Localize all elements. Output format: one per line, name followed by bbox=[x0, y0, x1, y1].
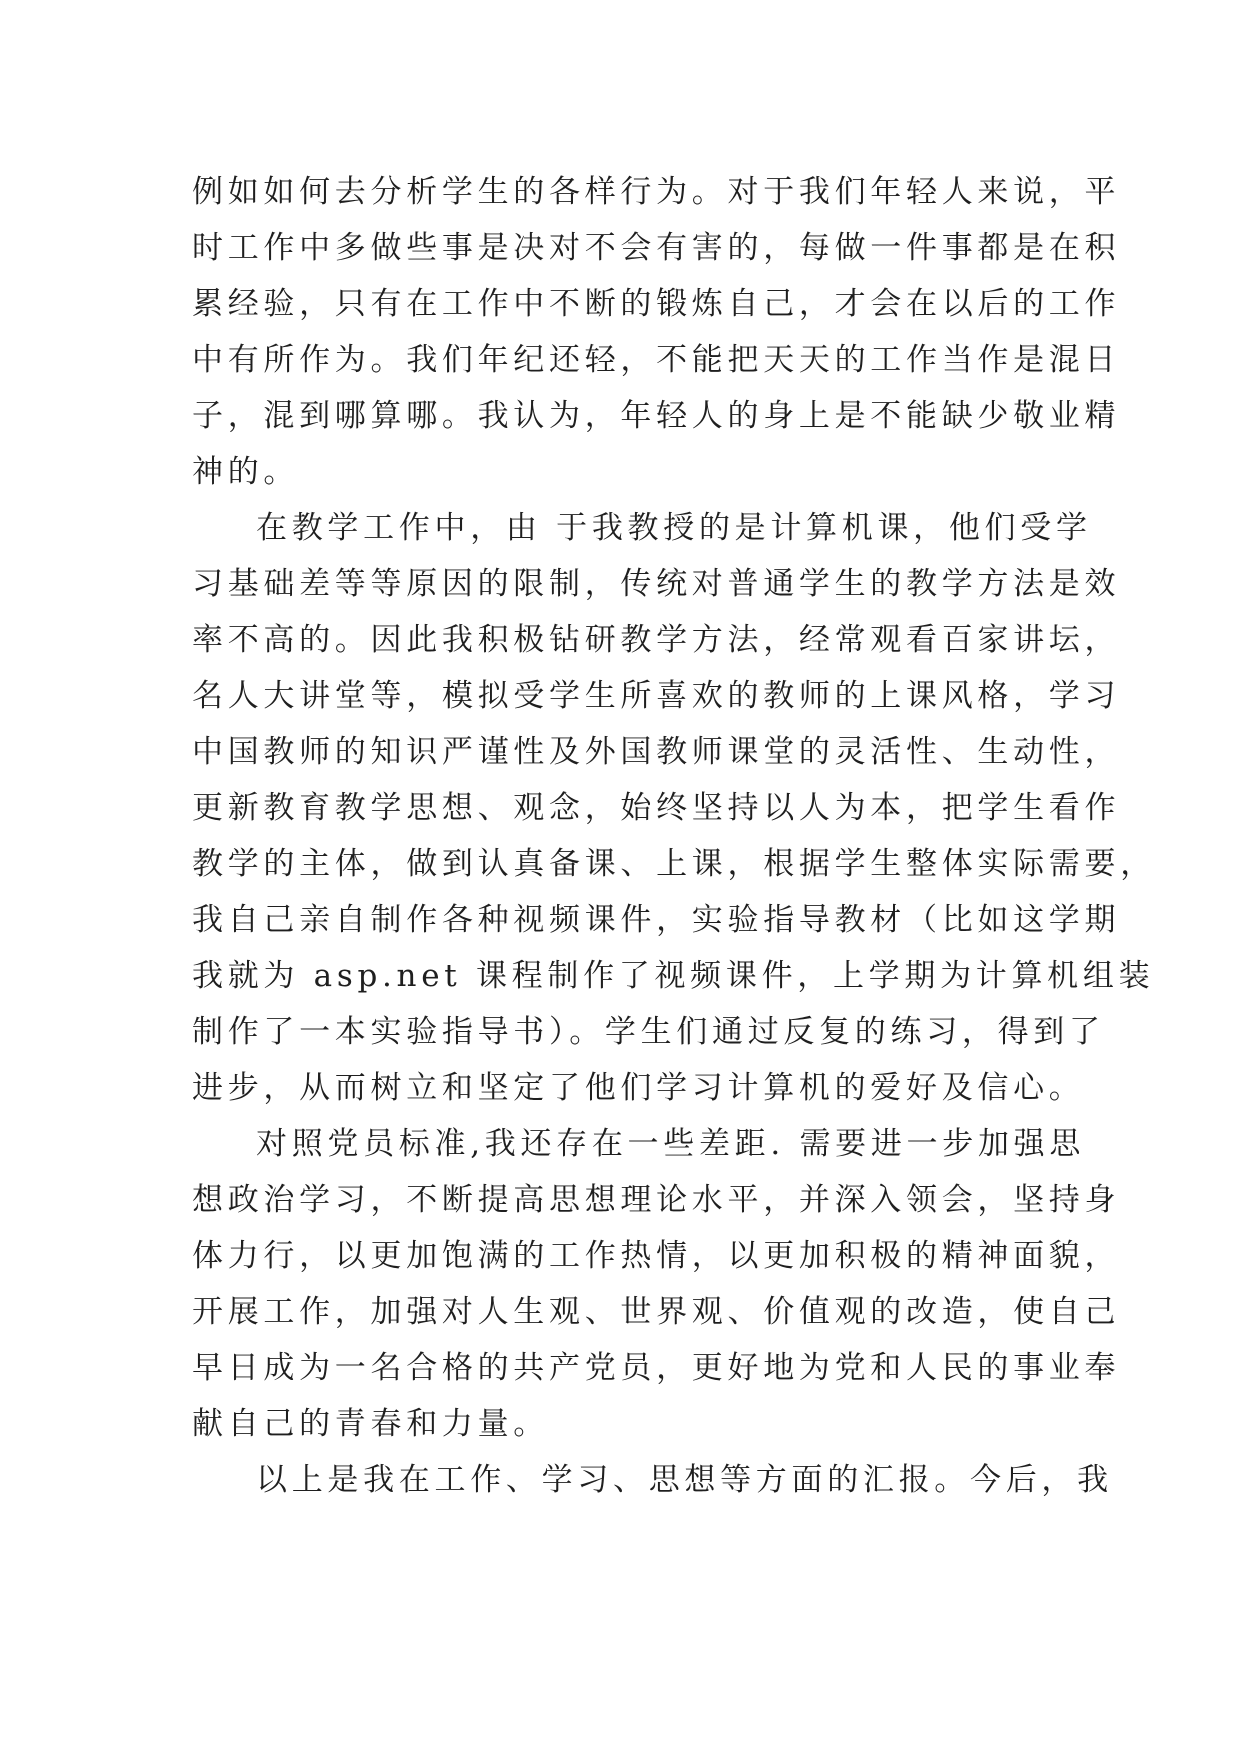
text-line: 率不高的。因此我积极钻研教学方法，经常观看百家讲坛， bbox=[192, 622, 1121, 658]
paragraph-start-line: 对照党员标准,我还存在一些差距. 需要进一步加强思 bbox=[256, 1126, 1086, 1162]
text-line: 开展工作，加强对人生观、世界观、价值观的改造，使自己 bbox=[192, 1294, 1121, 1330]
paragraph-start-line: 在教学工作中，由 于我教授的是计算机课，他们受学 bbox=[256, 510, 1092, 546]
paragraph-start-line: 以上是我在工作、学习、思想等方面的汇报。今后，我 bbox=[256, 1462, 1113, 1498]
text-line: 名人大讲堂等，模拟受学生所喜欢的教师的上课风格，学习 bbox=[192, 678, 1121, 714]
text-line: 时工作中多做些事是决对不会有害的，每做一件事都是在积 bbox=[192, 230, 1121, 266]
text-line: 制作了一本实验指导书）。学生们通过反复的练习，得到了 bbox=[192, 1014, 1105, 1050]
text-line: 献自己的青春和力量。 bbox=[192, 1406, 549, 1442]
text-line: 神的。 bbox=[192, 454, 300, 490]
text-line: 我就为 asp.net 课程制作了视频课件，上学期为计算机组装 bbox=[192, 958, 1155, 994]
text-line: 进步，从而树立和坚定了他们学习计算机的爱好及信心。 bbox=[192, 1070, 1085, 1106]
text-line: 早日成为一名合格的共产党员，更好地为党和人民的事业奉 bbox=[192, 1350, 1121, 1386]
text-line: 中有所作为。我们年纪还轻，不能把天天的工作当作是混日 bbox=[192, 342, 1121, 378]
text-line: 子，混到哪算哪。我认为，年轻人的身上是不能缺少敬业精 bbox=[192, 398, 1121, 434]
text-line: 想政治学习，不断提高思想理论水平，并深入领会，坚持身 bbox=[192, 1182, 1121, 1218]
document-body bbox=[192, 164, 1156, 1508]
text-line: 更新教育教学思想、观念，始终坚持以人为本，把学生看作 bbox=[192, 790, 1121, 826]
text-line: 教学的主体，做到认真备课、上课，根据学生整体实际需要， bbox=[192, 846, 1156, 882]
text-line: 我自己亲自制作各种视频课件，实验指导教材（比如这学期 bbox=[192, 902, 1121, 938]
text-line: 习基础差等等原因的限制，传统对普通学生的教学方法是效 bbox=[192, 566, 1121, 602]
text-line: 中国教师的知识严谨性及外国教师课堂的灵活性、生动性， bbox=[192, 734, 1121, 770]
text-line: 累经验，只有在工作中不断的锻炼自己，才会在以后的工作 bbox=[192, 286, 1121, 322]
text-line: 体力行，以更加饱满的工作热情，以更加积极的精神面貌， bbox=[192, 1238, 1121, 1274]
text-line: 例如如何去分析学生的各样行为。对于我们年轻人来说，平 bbox=[192, 174, 1121, 210]
